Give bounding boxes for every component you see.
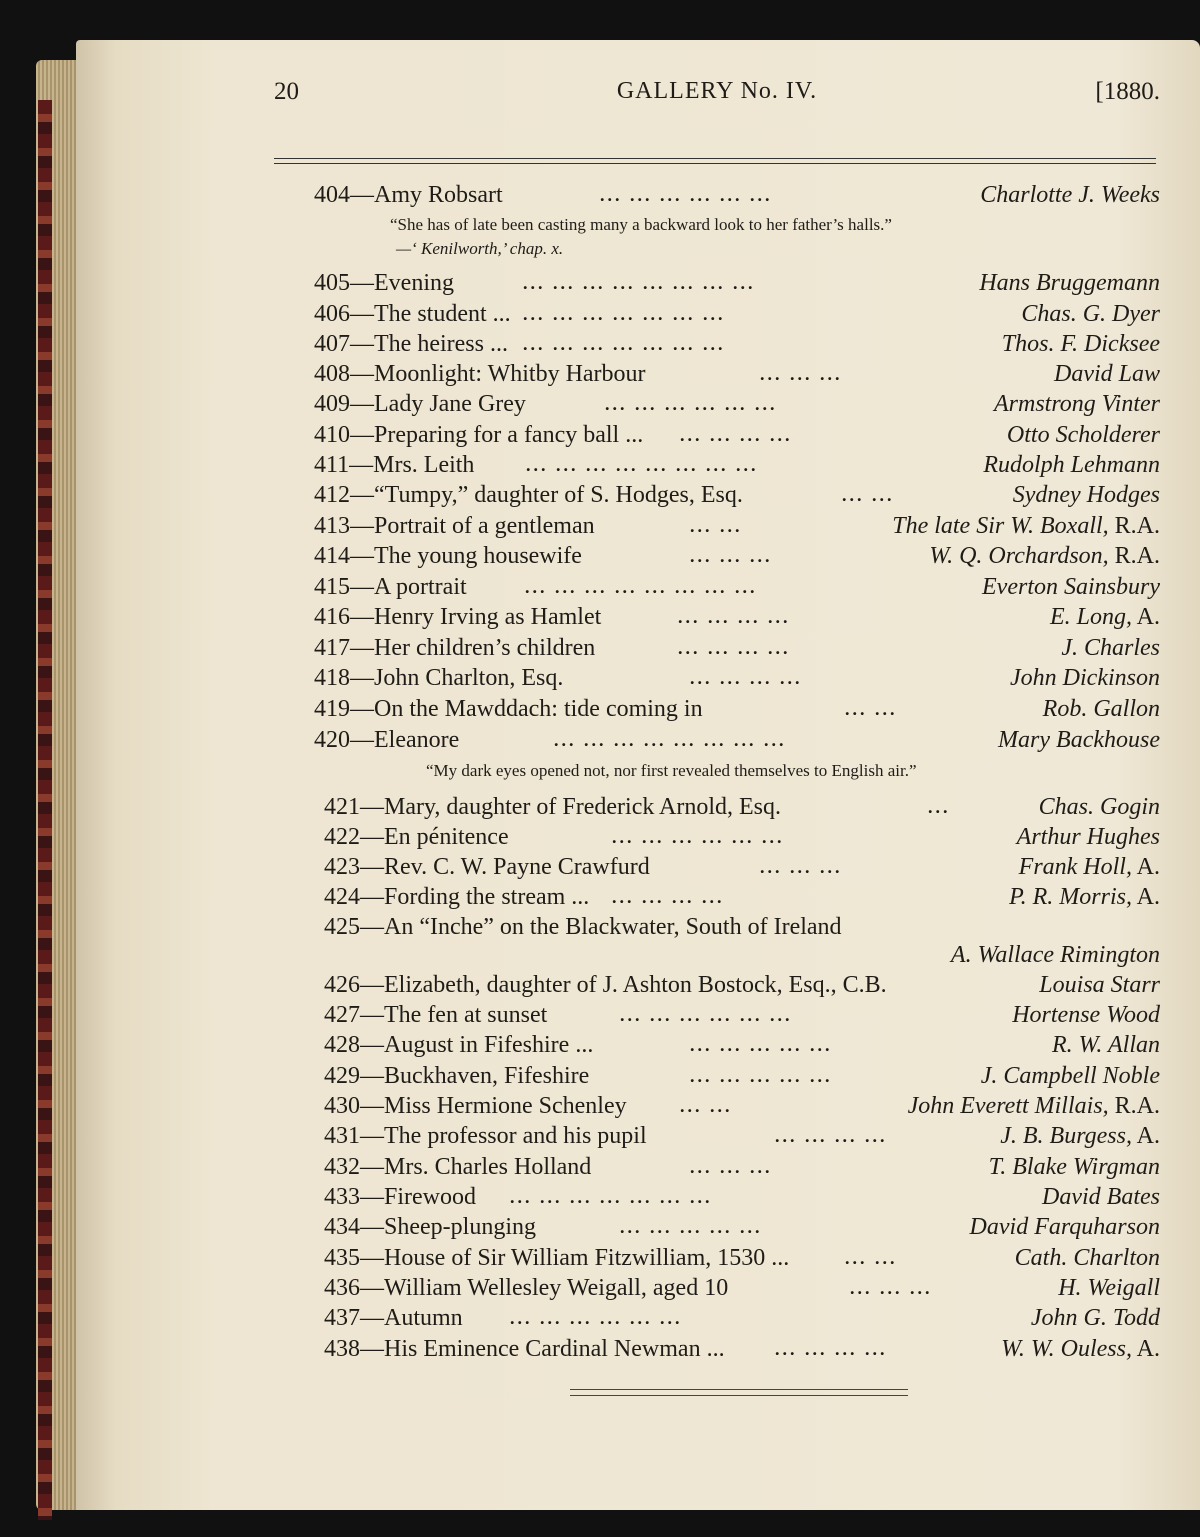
artist-name: Rudolph Lehmann bbox=[983, 452, 1160, 478]
catalogue-entry bbox=[324, 1000, 1160, 1030]
artist-name: T. Blake Wirgman bbox=[988, 1154, 1160, 1180]
quote-404-source: —‘ Kenilworth,’ chap. x. bbox=[396, 239, 564, 258]
catalogue-entry bbox=[314, 180, 1160, 210]
entry-title: 404—Amy Robsart bbox=[314, 182, 503, 208]
entry-artist bbox=[1009, 882, 1160, 912]
catalogue-entry bbox=[314, 450, 1160, 480]
entry-artist bbox=[929, 541, 1160, 571]
entry-title: 433—Firewood bbox=[324, 1184, 476, 1210]
entry-title: 414—The young housewife bbox=[314, 543, 582, 569]
entry-title: 421—Mary, daughter of Frederick Arnold, Esq. bbox=[324, 794, 782, 820]
entry-artist bbox=[1000, 1121, 1160, 1151]
dot-leader: ... ... bbox=[845, 699, 898, 719]
artist-name: J. B. Burgess, bbox=[1000, 1123, 1132, 1149]
catalogue-entry bbox=[314, 359, 1160, 389]
entry-title: 415—A portrait bbox=[314, 574, 467, 600]
artist-name: E. Long, bbox=[1049, 604, 1132, 630]
catalogue-entry bbox=[324, 1273, 1160, 1303]
catalogue-entry bbox=[314, 572, 1160, 602]
artist-name: Charlotte J. Weeks bbox=[980, 182, 1160, 208]
entry-artist bbox=[1039, 970, 1160, 1000]
catalogue-entry bbox=[314, 420, 1160, 450]
artist-name: Rob. Gallon bbox=[1042, 696, 1160, 722]
dot-leader: ... ... ... ... bbox=[678, 607, 791, 627]
catalogue-entry bbox=[324, 1061, 1160, 1091]
catalogue-entry bbox=[314, 694, 1160, 724]
entry-title: 413—Portrait of a gentleman bbox=[314, 513, 595, 539]
catalogue-entry bbox=[314, 602, 1160, 632]
dot-leader: ... ... ... ... ... bbox=[690, 1066, 833, 1086]
catalogue-entry bbox=[314, 511, 1160, 541]
page-year: [1880. bbox=[1095, 78, 1160, 105]
artist-name: Cath. Charlton bbox=[1014, 1245, 1160, 1271]
artist-name: Armstrong Vinter bbox=[994, 391, 1160, 417]
entry-title: 423—Rev. C. W. Payne Crawfurd bbox=[324, 854, 650, 880]
entry-title: 435—House of Sir William Fitzwilliam, 1530 ... bbox=[324, 1245, 790, 1271]
artist-name: John Everett Millais, bbox=[907, 1093, 1109, 1119]
artist-name: H. Weigall bbox=[1058, 1275, 1160, 1301]
entry-artist bbox=[1019, 852, 1160, 882]
catalogue-entry bbox=[314, 633, 1160, 663]
catalogue-entry bbox=[324, 882, 1160, 912]
dot-leader: ... ... ... bbox=[690, 546, 773, 566]
entry-artist bbox=[981, 1061, 1160, 1091]
dot-leader: ... ... ... ... ... bbox=[620, 1217, 763, 1237]
entry-title: 437—Autumn bbox=[324, 1305, 463, 1331]
entry-artist bbox=[1007, 420, 1160, 450]
entry-title: 426—Elizabeth, daughter of J. Ashton Bostock, Esq., C.B. bbox=[324, 972, 887, 998]
artist-name: J. Campbell Noble bbox=[980, 1063, 1160, 1089]
dot-leader: ... bbox=[928, 797, 951, 817]
entry-title: 419—On the Mawddach: tide coming in bbox=[314, 696, 703, 722]
entry-title: 420—Eleanore bbox=[314, 727, 460, 753]
artist-name: David Law bbox=[1053, 361, 1160, 387]
dot-leader: ... ... ... ... bbox=[690, 668, 803, 688]
dot-leader: ... ... ... bbox=[690, 1157, 773, 1177]
catalogue-entry bbox=[314, 541, 1160, 571]
entry-artist bbox=[1031, 1303, 1160, 1333]
dot-leader: ... ... ... ... bbox=[775, 1126, 888, 1146]
artist-name: W. W. Ouless, bbox=[1001, 1336, 1132, 1362]
entry-title: 424—Fording the stream ... bbox=[324, 884, 590, 910]
entry-title: 405—Evening bbox=[314, 270, 454, 296]
entry-title: 418—John Charlton, Esq. bbox=[314, 665, 564, 691]
dot-leader: ... ... ... bbox=[760, 857, 843, 877]
entry-artist bbox=[1042, 1182, 1160, 1212]
header-rule bbox=[274, 158, 1156, 159]
entry-artist bbox=[1050, 602, 1160, 632]
catalogue-entry bbox=[314, 268, 1160, 298]
entry-title: 425—An “Inche” on the Blackwater, South of Ireland bbox=[324, 914, 842, 940]
catalogue-entry bbox=[324, 970, 1160, 1000]
artist-honour: A. bbox=[1131, 1123, 1160, 1149]
quote-420: “My dark eyes opened not, nor first revealed themselves to English air.” bbox=[426, 761, 917, 780]
catalogue-entry bbox=[324, 1334, 1160, 1364]
entry-title: 407—The heiress ... bbox=[314, 331, 508, 357]
catalogue-entry bbox=[324, 912, 1160, 968]
dot-leader: ... ... ... bbox=[760, 364, 843, 384]
dot-leader: ... ... bbox=[845, 1248, 898, 1268]
entry-artist bbox=[1039, 792, 1160, 822]
catalogue-entry bbox=[324, 1303, 1160, 1333]
entry-artist bbox=[1002, 329, 1160, 359]
dot-leader: ... ... ... ... ... ... bbox=[612, 827, 785, 847]
artist-name: The late Sir W. Boxall, bbox=[892, 513, 1109, 539]
dot-leader: ... ... bbox=[690, 516, 743, 536]
entry-artist bbox=[1021, 299, 1160, 329]
entry-artist bbox=[951, 940, 1160, 970]
artist-name: Hortense Wood bbox=[1012, 1002, 1160, 1028]
entry-title: 434—Sheep-plunging bbox=[324, 1214, 536, 1240]
page-header bbox=[274, 78, 1160, 118]
artist-honour: A. bbox=[1131, 884, 1160, 910]
catalogue-entry bbox=[324, 1091, 1160, 1121]
artist-name: David Farquharson bbox=[969, 1214, 1160, 1240]
catalogue-entry bbox=[324, 1030, 1160, 1060]
entry-artist bbox=[994, 389, 1160, 419]
entry-artist bbox=[892, 511, 1160, 541]
artist-name: Frank Holl, bbox=[1018, 854, 1132, 880]
entry-artist bbox=[1010, 663, 1160, 693]
entry-artist bbox=[980, 180, 1160, 210]
catalogue-entry bbox=[324, 852, 1160, 882]
entry-title: 438—His Eminence Cardinal Newman ... bbox=[324, 1336, 725, 1362]
catalogue-entry bbox=[324, 792, 1160, 822]
dot-leader: ... ... bbox=[680, 1096, 733, 1116]
entry-title: 408—Moonlight: Whitby Harbour bbox=[314, 361, 646, 387]
dot-leader: ... ... ... ... bbox=[678, 638, 791, 658]
artist-name: Thos. F. Dicksee bbox=[1001, 331, 1160, 357]
artist-honour: R.A. bbox=[1108, 543, 1160, 569]
dot-leader: ... ... ... ... ... ... bbox=[605, 394, 778, 414]
entry-artist bbox=[998, 725, 1160, 755]
dot-leader: ... ... ... ... ... ... ... ... bbox=[523, 273, 756, 293]
dot-leader: ... ... ... ... ... bbox=[690, 1035, 833, 1055]
dot-leader: ... ... ... ... ... ... bbox=[620, 1005, 793, 1025]
entry-title: 410—Preparing for a fancy ball ... bbox=[314, 422, 644, 448]
entry-title: 409—Lady Jane Grey bbox=[314, 391, 526, 417]
page-title: GALLERY No. IV. bbox=[616, 78, 818, 104]
entry-title: 429—Buckhaven, Fifeshire bbox=[324, 1063, 590, 1089]
entry-title: 428—August in Fifeshire ... bbox=[324, 1032, 594, 1058]
entry-title: 436—William Wellesley Weigall, aged 10 bbox=[324, 1275, 729, 1301]
artist-honour: R.A. bbox=[1108, 513, 1160, 539]
catalogue-entry bbox=[324, 1152, 1160, 1182]
dot-leader: ... ... ... ... bbox=[680, 425, 793, 445]
artist-name: A. Wallace Rimington bbox=[950, 942, 1160, 968]
entry-artist bbox=[1058, 1273, 1160, 1303]
dot-leader: ... ... bbox=[842, 485, 895, 505]
catalogue-entry bbox=[314, 725, 1160, 755]
entry-title: 430—Miss Hermione Schenley bbox=[324, 1093, 627, 1119]
entry-artist bbox=[1013, 480, 1160, 510]
end-rule bbox=[570, 1389, 908, 1396]
artist-name: Sydney Hodges bbox=[1012, 482, 1160, 508]
entry-title: 427—The fen at sunset bbox=[324, 1002, 548, 1028]
entry-title: 422—En pénitence bbox=[324, 824, 509, 850]
artist-honour: A. bbox=[1131, 604, 1160, 630]
catalogue-entry bbox=[314, 663, 1160, 693]
quote-404: “She has of late been casting many a backward look to her father’s halls.” bbox=[390, 215, 892, 234]
entry-title: 416—Henry Irving as Hamlet bbox=[314, 604, 602, 630]
artist-name: P. R. Morris, bbox=[1009, 884, 1132, 910]
entry-artist bbox=[1012, 1000, 1160, 1030]
entry-artist bbox=[983, 450, 1160, 480]
artist-name: Louisa Starr bbox=[1039, 972, 1160, 998]
dot-leader: ... ... ... ... ... ... ... bbox=[510, 1187, 713, 1207]
catalogue-entry bbox=[314, 480, 1160, 510]
dot-leader: ... ... ... ... ... ... ... bbox=[523, 304, 726, 324]
artist-name: Hans Bruggemann bbox=[979, 270, 1160, 296]
artist-name: Everton Sainsbury bbox=[982, 574, 1160, 600]
catalogue-entry bbox=[314, 329, 1160, 359]
catalogue-entry bbox=[324, 822, 1160, 852]
entry-artist bbox=[979, 268, 1160, 298]
catalogue-entry bbox=[324, 1182, 1160, 1212]
artist-name: David Bates bbox=[1042, 1184, 1160, 1210]
page-edges bbox=[36, 60, 76, 1510]
entry-artist bbox=[1052, 1030, 1160, 1060]
dot-leader: ... ... ... ... ... ... ... ... bbox=[554, 730, 787, 750]
catalogue-entry bbox=[314, 299, 1160, 329]
entry-artist bbox=[989, 1152, 1160, 1182]
artist-name: John Dickinson bbox=[1010, 665, 1160, 691]
artist-name: Chas. Gogin bbox=[1038, 794, 1160, 820]
dot-leader: ... ... ... ... ... ... ... ... bbox=[525, 577, 758, 597]
entry-artist bbox=[1061, 633, 1160, 663]
dot-leader: ... ... ... ... bbox=[612, 887, 725, 907]
entry-title: 411—Mrs. Leith bbox=[314, 452, 475, 478]
entry-title: 432—Mrs. Charles Holland bbox=[324, 1154, 592, 1180]
dot-leader: ... ... ... ... ... ... bbox=[600, 185, 773, 205]
entry-title: 412—“Tumpy,” daughter of S. Hodges, Esq. bbox=[314, 482, 743, 508]
artist-name: Otto Scholderer bbox=[1006, 422, 1160, 448]
artist-name: Arthur Hughes bbox=[1016, 824, 1160, 850]
artist-honour: A. bbox=[1131, 1336, 1160, 1362]
artist-name: J. Charles bbox=[1061, 635, 1160, 661]
entry-artist bbox=[970, 1212, 1160, 1242]
page-number: 20 bbox=[274, 78, 299, 105]
entry-artist bbox=[1054, 359, 1160, 389]
entry-artist bbox=[1017, 822, 1160, 852]
catalogue-entry bbox=[324, 1121, 1160, 1151]
artist-name: W. Q. Orchardson, bbox=[929, 543, 1109, 569]
catalogue-entry bbox=[314, 389, 1160, 419]
header-rule-double bbox=[274, 163, 1156, 164]
entry-artist bbox=[1015, 1243, 1160, 1273]
entry-artist bbox=[1043, 694, 1160, 724]
entry-artist bbox=[908, 1091, 1160, 1121]
dot-leader: ... ... ... ... ... ... ... ... bbox=[526, 455, 759, 475]
marbled-edge bbox=[38, 100, 52, 1520]
entry-artist bbox=[1001, 1334, 1160, 1364]
dot-leader: ... ... ... ... bbox=[775, 1339, 888, 1359]
dot-leader: ... ... ... ... ... ... bbox=[510, 1308, 683, 1328]
artist-name: R. W. Allan bbox=[1051, 1032, 1160, 1058]
dot-leader: ... ... ... ... ... ... ... bbox=[523, 334, 726, 354]
artist-name: John G. Todd bbox=[1030, 1305, 1160, 1331]
entry-artist bbox=[982, 572, 1160, 602]
artist-name: Mary Backhouse bbox=[998, 727, 1160, 753]
catalogue-entry bbox=[324, 1212, 1160, 1242]
entry-title: 406—The student ... bbox=[314, 301, 511, 327]
artist-honour: A. bbox=[1131, 854, 1160, 880]
entry-title: 431—The professor and his pupil bbox=[324, 1123, 647, 1149]
artist-honour: R.A. bbox=[1108, 1093, 1160, 1119]
catalogue-entry bbox=[324, 1243, 1160, 1273]
dot-leader: ... ... ... bbox=[850, 1278, 933, 1298]
artist-name: Chas. G. Dyer bbox=[1021, 301, 1160, 327]
entry-title: 417—Her children’s children bbox=[314, 635, 596, 661]
